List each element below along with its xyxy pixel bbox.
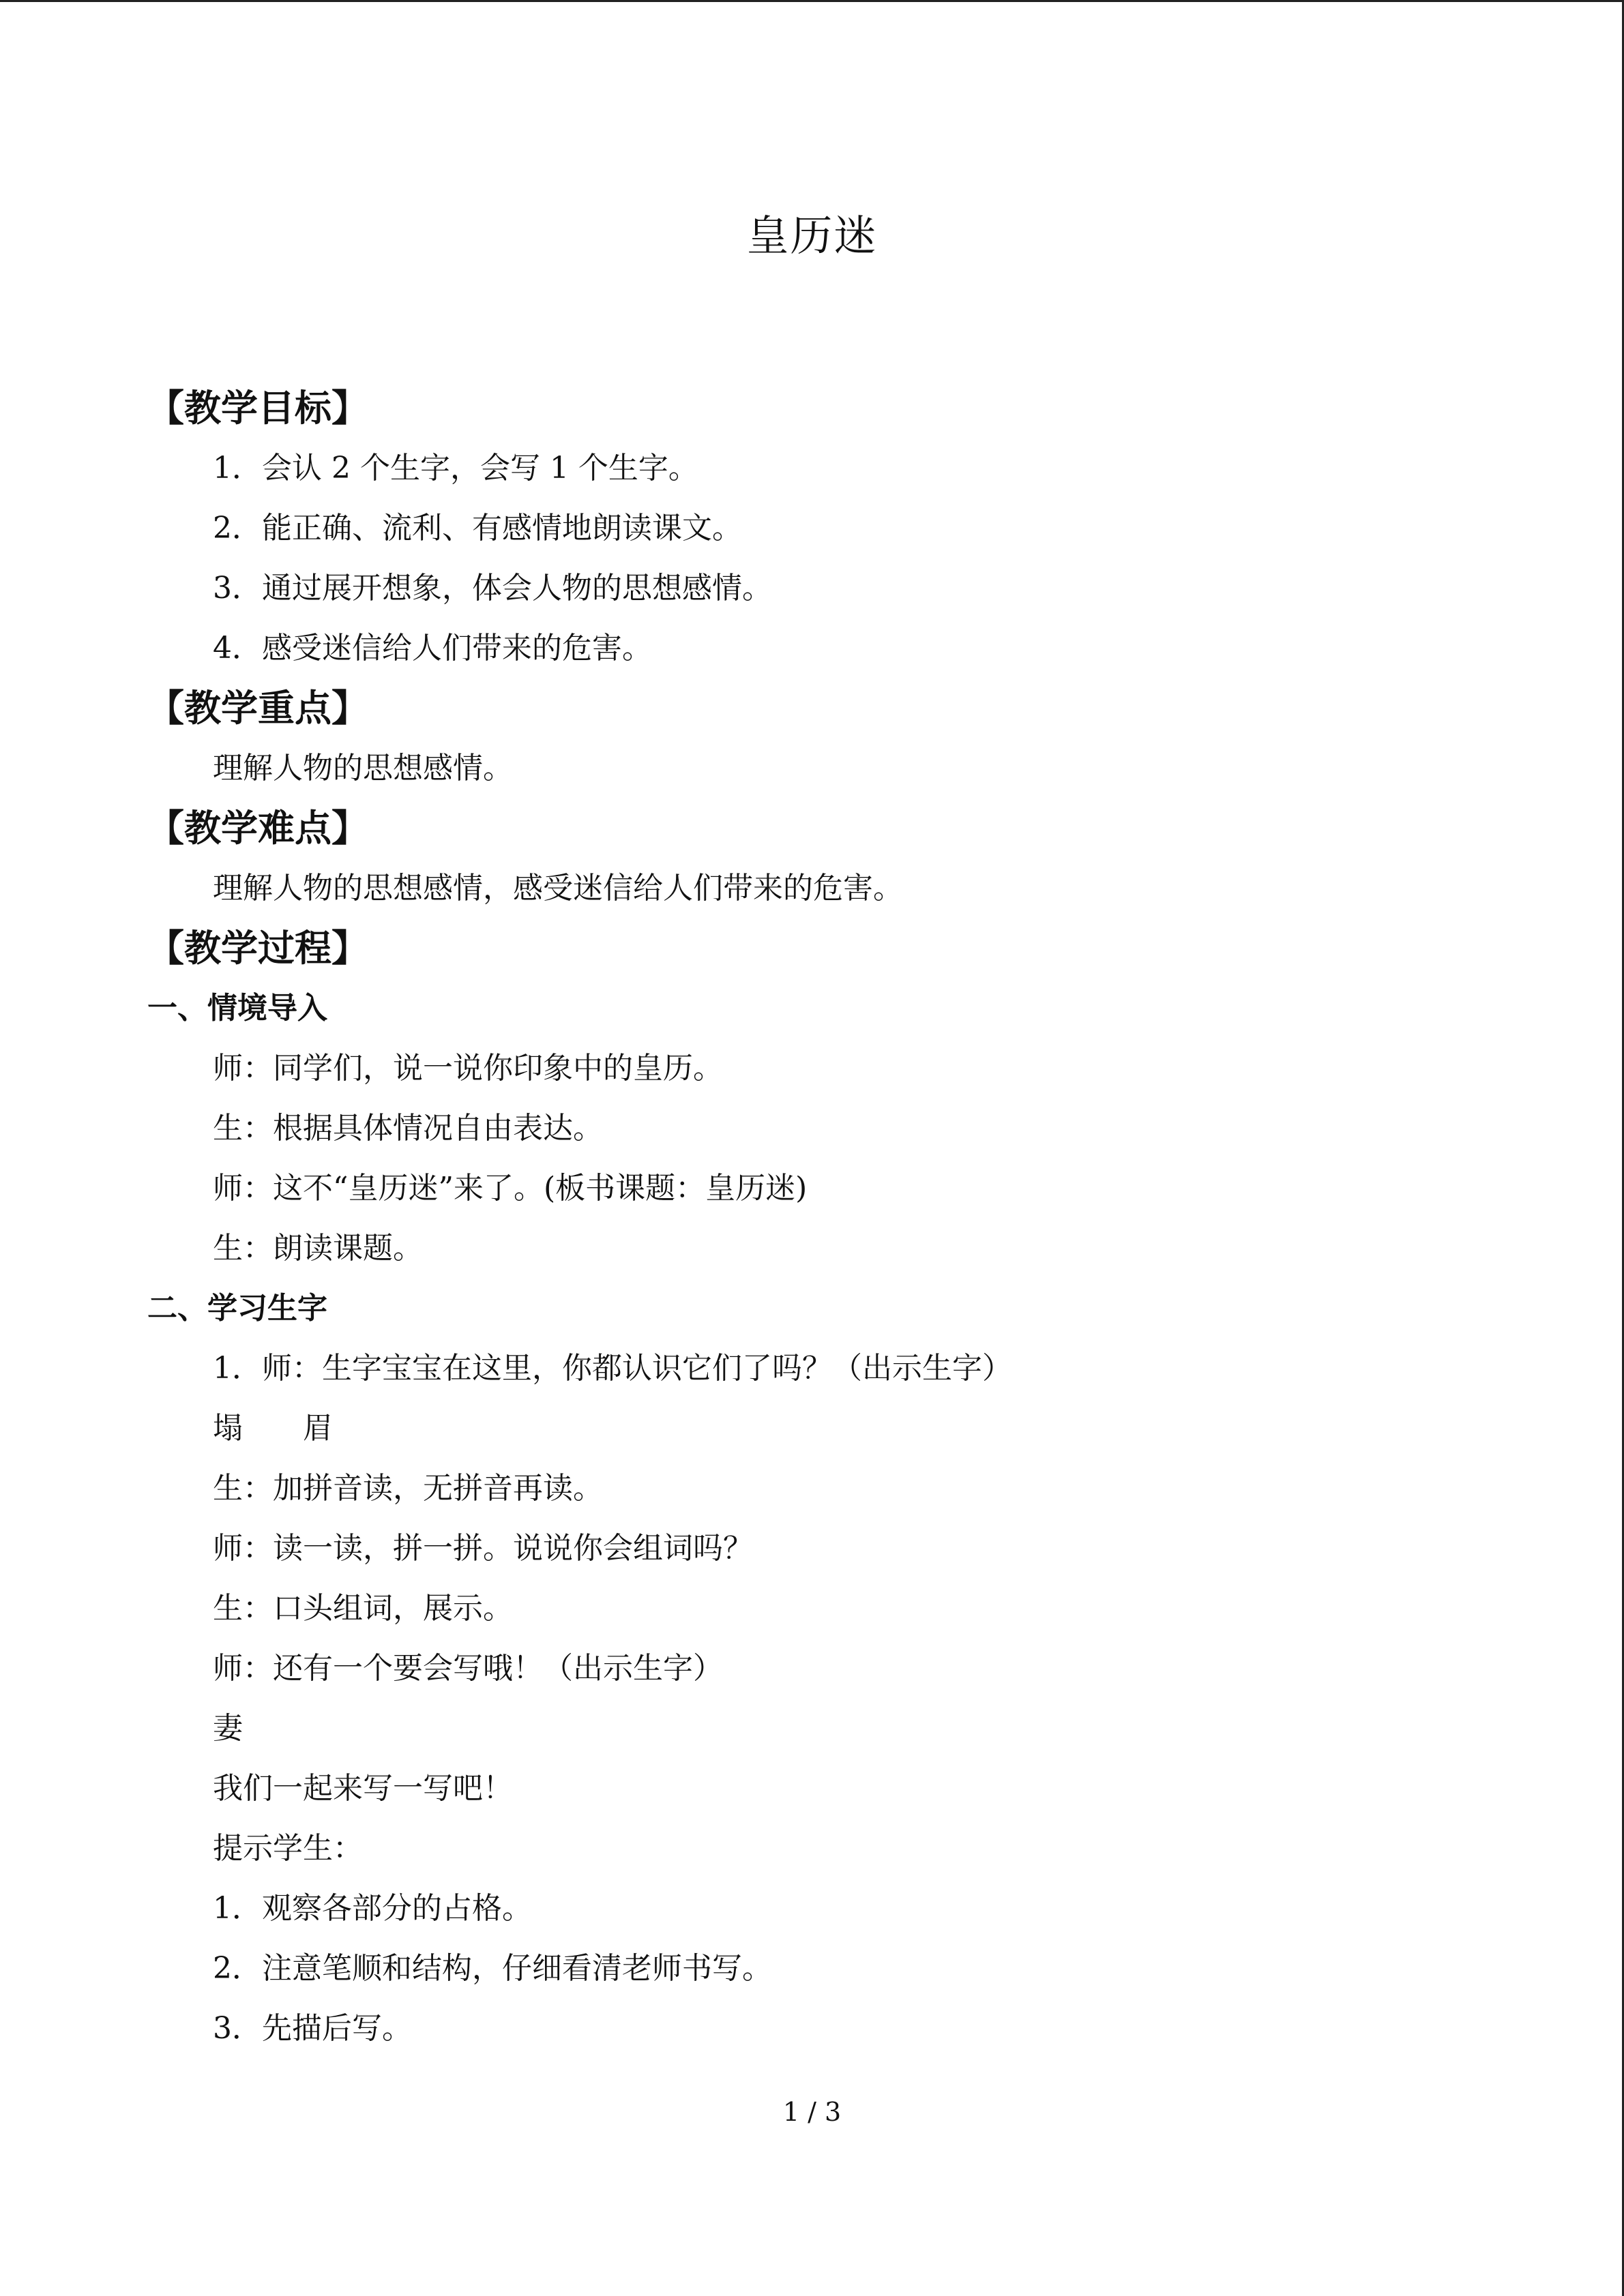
new-characters [147, 1399, 1484, 1459]
goal-item: 3．通过展开想象，体会人物的思想感情。 [213, 571, 772, 606]
document-body [147, 378, 1484, 2059]
dialogue-line: 师：同学们，说一说你印象中的皇历。 [213, 1051, 723, 1086]
new-character: 眉 [303, 1411, 333, 1446]
goal-item: 4．感受迷信给人们带来的危害。 [213, 631, 652, 666]
tip-item: 3．先描后写。 [213, 2011, 412, 2046]
section-heading-goals: 【教学目标】 [147, 387, 368, 430]
goal-item: 1．会认 2 个生字，会写 1 个生字。 [213, 451, 698, 486]
dialogue-line: 师：读一读，拼一拼。说说你会组词吗？ [213, 1531, 753, 1566]
page-title: 皇历迷 [746, 211, 878, 260]
dialogue-line: 我们一起来写一写吧！ [213, 1771, 513, 1806]
dialogue-line: 生：朗读课题。 [213, 1231, 423, 1266]
sub-heading-characters: 二、学习生字 [147, 1291, 327, 1326]
sub-heading-intro: 一、情境导入 [147, 991, 327, 1026]
difficulties-text: 理解人物的思想感情，感受迷信给人们带来的危害。 [213, 871, 903, 906]
key-points-text: 理解人物的思想感情。 [213, 751, 513, 786]
section-heading-process: 【教学过程】 [147, 927, 368, 970]
dialogue-line: 生：口头组词，展示。 [213, 1591, 513, 1626]
tip-item: 2．注意笔顺和结构，仔细看清老师书写。 [213, 1951, 772, 1986]
dialogue-line: 提示学生： [213, 1831, 363, 1866]
dialogue-line: 师：这不“皇历迷”来了。(板书课题：皇历迷) [213, 1171, 808, 1206]
goal-item: 2．能正确、流利、有感情地朗读课文。 [213, 511, 742, 546]
page-indicator: 1 / 3 [782, 2097, 842, 2127]
section-heading-key-points: 【教学重点】 [147, 687, 368, 730]
tip-item: 1．观察各部分的占格。 [213, 1891, 532, 1926]
writing-character: 妻 [213, 1711, 243, 1746]
dialogue-line: 师：还有一个要会写哦！（出示生字） [213, 1651, 723, 1686]
dialogue-line: 生：加拼音读，无拼音再读。 [213, 1471, 603, 1506]
dialogue-line: 1．师：生字宝宝在这里，你都认识它们了吗？（出示生字） [213, 1351, 1012, 1386]
section-heading-difficulties: 【教学难点】 [147, 807, 368, 850]
dialogue-line: 生：根据具体情况自由表达。 [213, 1111, 603, 1146]
new-character: 塌 [213, 1411, 243, 1446]
